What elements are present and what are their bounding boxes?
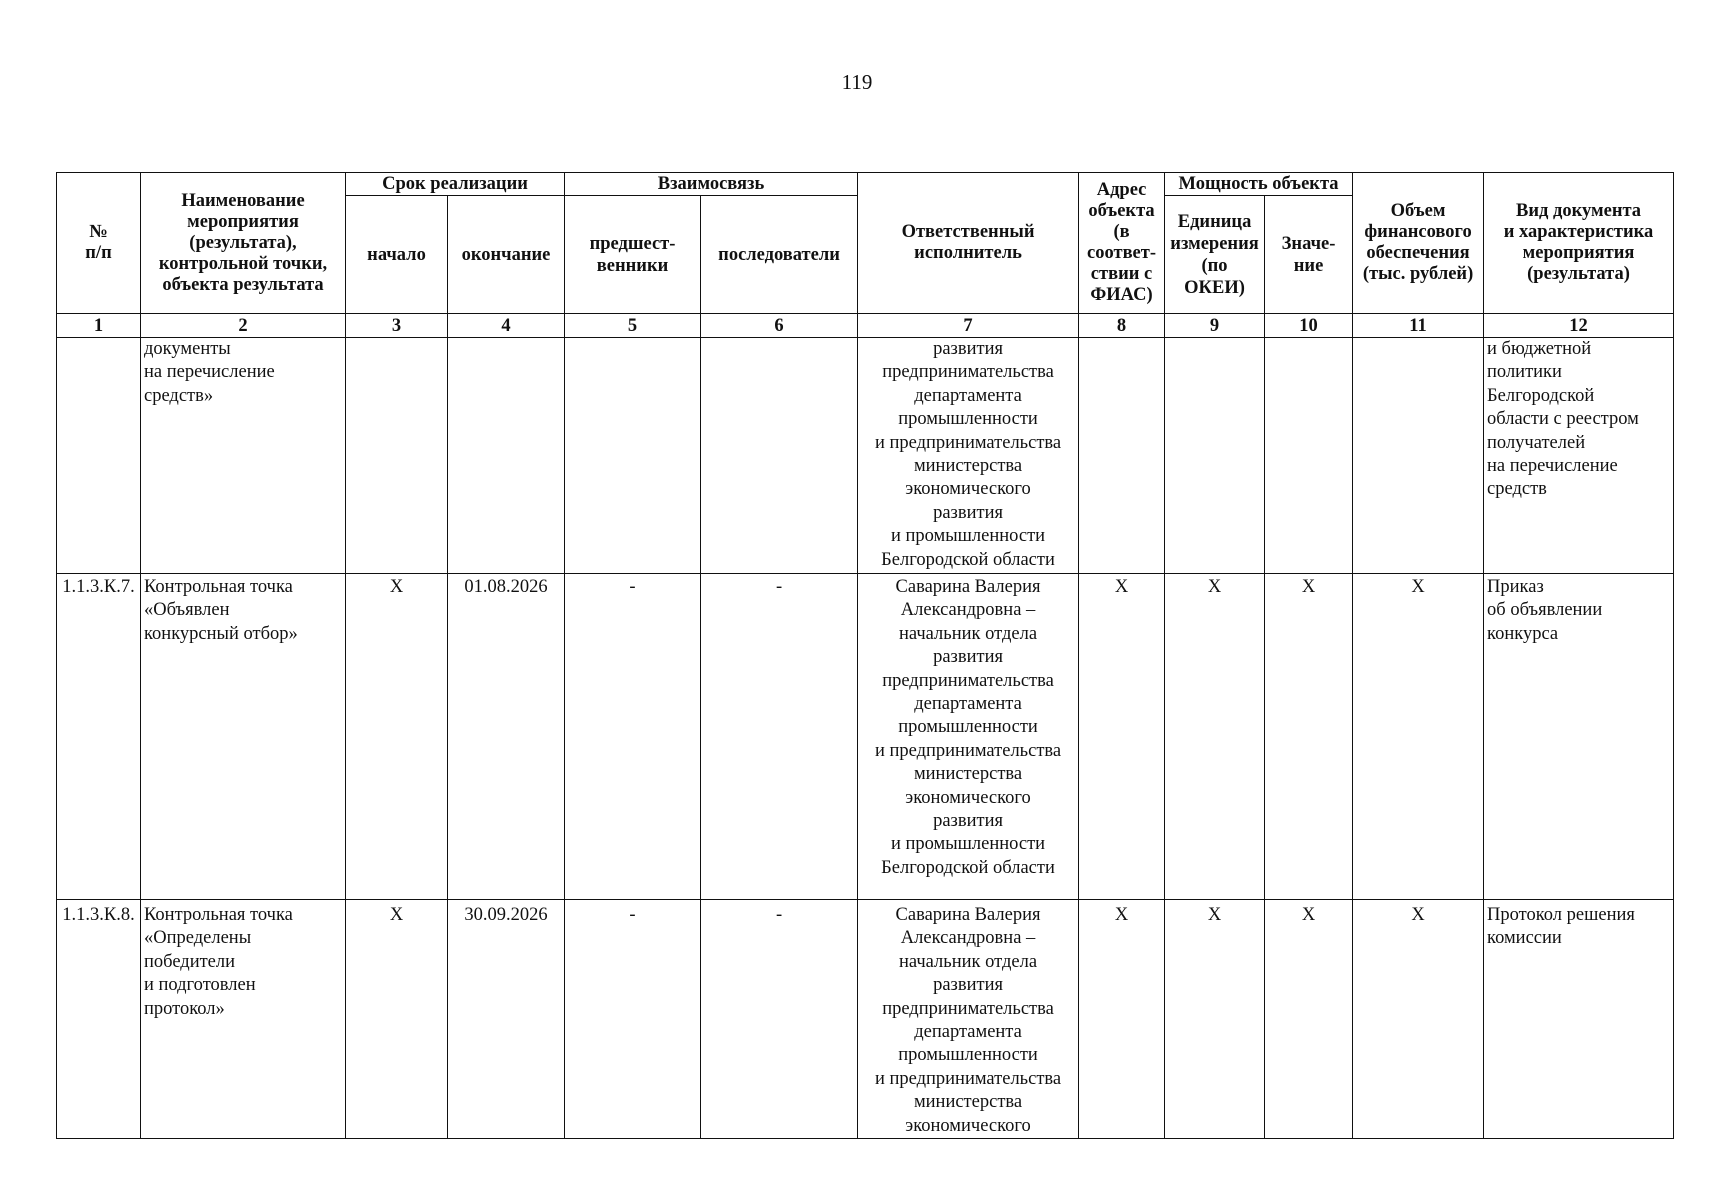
plan-table bbox=[56, 172, 1674, 1139]
header-financing: Объем финансового обеспечения (тыс. рублей) bbox=[1353, 173, 1484, 314]
column-number: 3 bbox=[346, 314, 448, 338]
cell-pred: - bbox=[565, 574, 701, 900]
header-end: окончание bbox=[448, 196, 565, 314]
cell-financing bbox=[1353, 338, 1484, 574]
column-number: 4 bbox=[448, 314, 565, 338]
header-value: Значе- ние bbox=[1265, 196, 1353, 314]
column-number: 5 bbox=[565, 314, 701, 338]
header-num: № п/п bbox=[57, 173, 141, 314]
table-row bbox=[57, 574, 1674, 900]
cell-unit: Х bbox=[1165, 900, 1265, 1139]
column-number: 2 bbox=[141, 314, 346, 338]
cell-pred bbox=[565, 338, 701, 574]
cell-end: 30.09.2026 bbox=[448, 900, 565, 1139]
cell-unit: Х bbox=[1165, 574, 1265, 900]
cell-end bbox=[448, 338, 565, 574]
cell-succ bbox=[701, 338, 858, 574]
column-number: 10 bbox=[1265, 314, 1353, 338]
header-document: Вид документа и характеристика мероприятия (результата) bbox=[1484, 173, 1674, 314]
cell-end: 01.08.2026 bbox=[448, 574, 565, 900]
cell-num bbox=[57, 338, 141, 574]
cell-document: Приказ об объявлении конкурса bbox=[1484, 574, 1674, 900]
column-number: 6 bbox=[701, 314, 858, 338]
cell-value: Х bbox=[1265, 900, 1353, 1139]
cell-succ: - bbox=[701, 574, 858, 900]
header-row-group bbox=[57, 173, 1674, 196]
cell-name: Контрольная точка «Определены победители и подготовлен протокол» bbox=[141, 900, 346, 1139]
cell-value bbox=[1265, 338, 1353, 574]
cell-succ: - bbox=[701, 900, 858, 1139]
column-number: 11 bbox=[1353, 314, 1484, 338]
column-number: 12 bbox=[1484, 314, 1674, 338]
cell-name: документы на перечисление средств» bbox=[141, 338, 346, 574]
column-numbers-row bbox=[57, 314, 1674, 338]
cell-responsible: Саварина Валерия Александровна – начальник отдела развития предпринимательства департамента промышленности и предпринимательства министерства экономического развития и промышленности Белгородской области bbox=[858, 574, 1079, 900]
cell-responsible: развития предпринимательства департамента промышленности и предпринимательства министерства экономического развития и промышленности Белгородской области bbox=[858, 338, 1079, 574]
cell-document: Протокол решения комиссии bbox=[1484, 900, 1674, 1139]
header-name: Наименование мероприятия (результата), контрольной точки, объекта результата bbox=[141, 173, 346, 314]
header-group-link: Взаимосвязь bbox=[565, 173, 858, 196]
page-number: 119 bbox=[841, 70, 873, 94]
column-number: 8 bbox=[1079, 314, 1165, 338]
cell-num: 1.1.3.К.8. bbox=[57, 900, 141, 1139]
cell-name: Контрольная точка «Объявлен конкурсный отбор» bbox=[141, 574, 346, 900]
header-successors: последователи bbox=[701, 196, 858, 314]
cell-unit bbox=[1165, 338, 1265, 574]
cell-address: Х bbox=[1079, 574, 1165, 900]
header-address: Адрес объекта (в соответ- ствии с ФИАС) bbox=[1079, 173, 1165, 314]
cell-responsible: Саварина Валерия Александровна – начальник отдела развития предпринимательства департамента промышленности и предпринимательства министерства экономического bbox=[858, 900, 1079, 1139]
table-row bbox=[57, 900, 1674, 1139]
header-start: начало bbox=[346, 196, 448, 314]
header-unit: Единица измерения (по ОКЕИ) bbox=[1165, 196, 1265, 314]
header-predecessors: предшест- венники bbox=[565, 196, 701, 314]
cell-start: Х bbox=[346, 900, 448, 1139]
header-group-power: Мощность объекта bbox=[1165, 173, 1353, 196]
cell-document: и бюджетной политики Белгородской области с реестром получателей на перечисление средств bbox=[1484, 338, 1674, 574]
cell-num: 1.1.3.К.7. bbox=[57, 574, 141, 900]
cell-value: Х bbox=[1265, 574, 1353, 900]
cell-financing: Х bbox=[1353, 900, 1484, 1139]
cell-start: Х bbox=[346, 574, 448, 900]
table-row bbox=[57, 338, 1674, 574]
column-number: 9 bbox=[1165, 314, 1265, 338]
cell-financing: Х bbox=[1353, 574, 1484, 900]
cell-address: Х bbox=[1079, 900, 1165, 1139]
header-group-term: Срок реализации bbox=[346, 173, 565, 196]
cell-start bbox=[346, 338, 448, 574]
column-number: 1 bbox=[57, 314, 141, 338]
cell-address bbox=[1079, 338, 1165, 574]
cell-pred: - bbox=[565, 900, 701, 1139]
column-number: 7 bbox=[858, 314, 1079, 338]
header-responsible: Ответственный исполнитель bbox=[858, 173, 1079, 314]
